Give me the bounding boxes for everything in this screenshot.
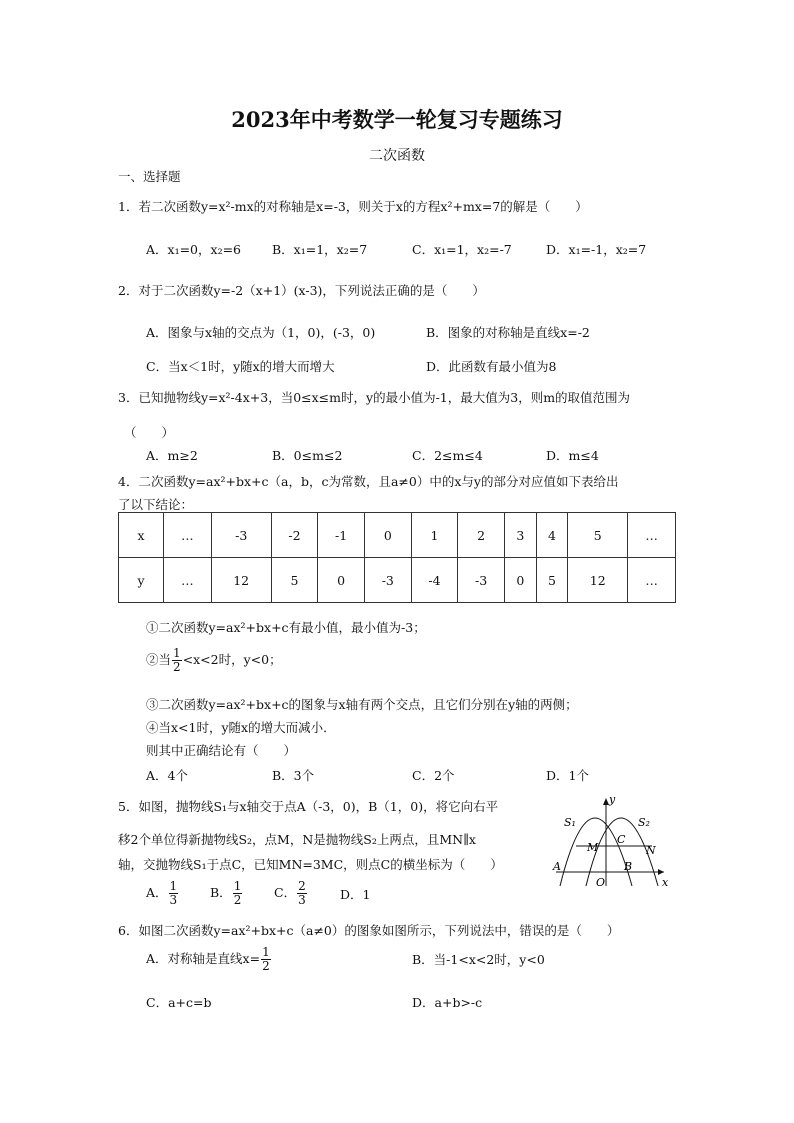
label-c: C: [617, 833, 626, 846]
q2-option-d: D．此函数有最小值为8: [426, 359, 557, 374]
question-4-line1: 4．二次函数y=ax²+bx+c（a，b，c为常数，且a≠0）中的x与y的部分对应值如下表给出: [118, 474, 619, 489]
fraction-denominator: 3: [298, 893, 306, 907]
table-cell: -3: [364, 558, 411, 603]
question-5-line3: 轴，交抛物线S₁于点C，已知MN=3MC，则点C的横坐标为（ ）: [118, 857, 503, 872]
q5-option-c-label: C．: [274, 885, 297, 900]
q5-option-b: [210, 880, 243, 907]
table-cell: 5: [568, 513, 628, 558]
q3-option-c: C．2≤m≤4: [412, 448, 483, 463]
q4-conclusion-1: ①二次函数y=ax²+bx+c有最小值，最小值为-3；: [146, 620, 426, 635]
fraction-denominator: 2: [262, 959, 270, 973]
q5-option-c: [274, 880, 308, 907]
table-cell: …: [164, 513, 212, 558]
q1-option-c: C．x₁=1，x₂=-7: [412, 242, 512, 257]
x-axis-arrow: [658, 869, 664, 875]
table-cell: -3: [458, 558, 505, 603]
table-cell: -1: [318, 513, 365, 558]
fraction: [297, 880, 307, 907]
q4-conclusion-4: ④当x<1时，y随x的增大而减小．: [146, 720, 336, 735]
table-cell: 12: [211, 558, 271, 603]
q1-option-b: B．x₁=1，x₂=7: [272, 242, 368, 257]
table-cell: …: [164, 558, 212, 603]
question-3-text: 3．已知抛物线y=x²-4x+3，当0≤x≤m时，y的最小值为-1，最大值为3，则m的取值范围为: [118, 390, 631, 405]
table-cell: 1: [411, 513, 458, 558]
table-row-y: [119, 558, 676, 603]
q5-option-d: D．1: [340, 887, 371, 902]
section-heading: 一、选择题: [118, 169, 181, 184]
table-row-x: [119, 513, 676, 558]
q4-option-c: C．2个: [412, 768, 455, 783]
q6-option-c: C．a+c=b: [146, 995, 212, 1010]
fraction-numerator: 1: [173, 646, 181, 660]
fraction-denominator: 2: [233, 893, 242, 907]
question-6-text: 6．如图二次函数y=ax²+bx+c（a≠0）的图象如图所示，下列说法中，错误的是（ ）: [118, 923, 620, 938]
table-cell: 0: [504, 558, 536, 603]
q2-option-b: B．图象的对称轴是直线x=-2: [426, 325, 590, 340]
page-title: 2023年中考数学一轮复习专题练习: [231, 107, 563, 132]
q4-c2-prefix: ②当: [146, 652, 172, 667]
q5-option-a-label: A．: [146, 885, 168, 900]
question-2-text: 2．对于二次函数y=-2（x+1）(x-3)，下列说法正确的是（ ）: [118, 283, 485, 298]
label-s2: S₂: [638, 816, 650, 829]
label-a: A: [553, 860, 561, 873]
q1-option-d: D．x₁=-1，x₂=7: [546, 242, 647, 257]
table-cell: -3: [211, 513, 271, 558]
q6-option-d: D．a+b>-c: [412, 995, 483, 1010]
q3-option-b: B．0≤m≤2: [272, 448, 343, 463]
label-m: M: [587, 841, 599, 854]
table-cell: -4: [411, 558, 458, 603]
table-cell: -2: [271, 513, 318, 558]
fraction-denominator: 3: [169, 893, 178, 907]
fraction: [172, 647, 182, 674]
table-header-y: y: [119, 558, 164, 603]
table-cell: 5: [536, 558, 568, 603]
table-cell: 0: [364, 513, 411, 558]
table-cell: 12: [568, 558, 628, 603]
table-cell: …: [628, 513, 676, 558]
value-table: [118, 512, 676, 603]
fraction: [261, 946, 271, 973]
fraction-numerator: 1: [233, 879, 242, 893]
question-4-line2: 了以下结论：: [118, 497, 194, 512]
q3-answer-paren: （ ）: [124, 425, 175, 440]
label-s1: S₁: [564, 816, 576, 829]
fraction: [233, 880, 243, 907]
q4-option-b: B．3个: [272, 768, 315, 783]
label-o: O: [596, 876, 606, 889]
q4-option-d: D．1个: [546, 768, 589, 783]
question-5-line2: 移2个单位得新抛物线S₂，点M，N是抛物线S₂上两点，且MN∥x: [118, 832, 476, 847]
page-subtitle: 二次函数: [369, 148, 425, 164]
fraction-numerator: 1: [262, 945, 270, 959]
question-1-text: 1．若二次函数y=x²-mx的对称轴是x=-3，则关于x的方程x²+mx=7的解是（ ）: [118, 199, 588, 214]
parabola-figure: [550, 790, 674, 890]
table-cell: …: [628, 558, 676, 603]
q1-option-a: A．x₁=0，x₂=6: [146, 242, 242, 257]
fraction-numerator: 2: [298, 879, 306, 893]
q4-ask: 则其中正确结论有（ ）: [146, 743, 297, 758]
q2-option-c: C．当x＜1时，y随x的增大而增大: [146, 359, 335, 374]
label-y: y: [609, 793, 616, 806]
table-cell: 5: [271, 558, 318, 603]
fraction-denominator: 2: [173, 660, 181, 674]
q3-option-a: A．m≥2: [146, 448, 198, 463]
table-header-x: x: [119, 513, 164, 558]
label-b: B: [624, 860, 633, 873]
q6-option-b: B．当-1<x<2时，y<0: [412, 952, 545, 967]
q3-option-d: D．m≤4: [546, 448, 599, 463]
q4-c2-suffix: <x<2时，y<0；: [182, 652, 282, 667]
q4-conclusion-3: ③二次函数y=ax²+bx+c的图象与x轴有两个交点，且它们分别在y轴的两侧；: [146, 697, 578, 712]
fraction: [169, 880, 179, 907]
table-cell: 4: [536, 513, 568, 558]
label-n: N: [646, 844, 656, 857]
q4-conclusion-2: [146, 647, 282, 674]
q5-option-a: [146, 880, 179, 907]
q6-option-a: [146, 946, 272, 973]
question-5-line1: 5．如图，抛物线S₁与x轴交于点A（-3，0)，B（1，0)，将它向右平: [118, 799, 499, 814]
table-cell: 2: [458, 513, 505, 558]
q4-option-a: A．4个: [146, 768, 188, 783]
q5-option-b-label: B．: [210, 885, 232, 900]
label-x: x: [662, 876, 669, 889]
q2-option-a: A．图象与x轴的交点为（1，0)，(-3，0): [146, 325, 376, 340]
table-cell: 0: [318, 558, 365, 603]
q6-option-a-label: A．对称轴是直线x=: [146, 951, 261, 966]
table-cell: 3: [504, 513, 536, 558]
fraction-numerator: 1: [169, 879, 178, 893]
